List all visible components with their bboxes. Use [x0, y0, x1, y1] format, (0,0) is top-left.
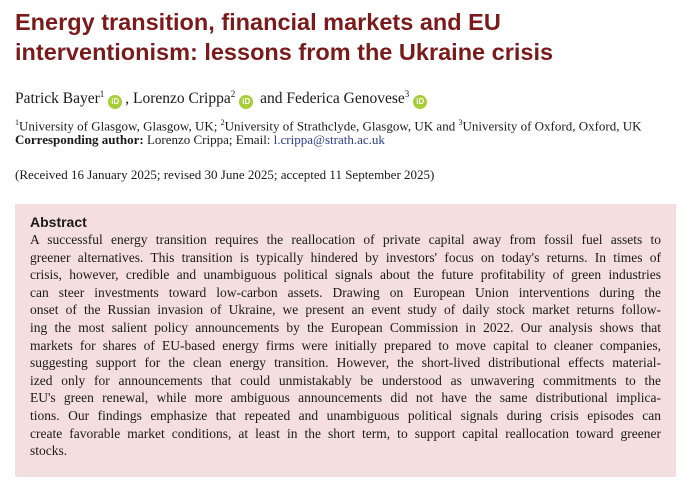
abstract-line: ing the most salient policy announcements by the European Commission in 2022. Our analysis shows that [30, 319, 661, 335]
abstract-line: A successful energy transition requires the reallocation of private capital away from fossil fuel assets to [30, 232, 661, 247]
author-name: Patrick Bayer [15, 90, 100, 108]
abstract-box [15, 204, 676, 477]
abstract-line: suggesting support for the clean energy transition. However, the short-lived distributional effects material- [30, 355, 661, 371]
email-link[interactable]: l.crippa@strath.ac.uk [273, 132, 385, 147]
affiliation-marker: 3 [404, 89, 410, 99]
abstract-line: tions. Our findings emphasize that repeated and unambiguous political signals during crisis episodes can [30, 407, 661, 423]
orcid-icon[interactable]: iD [108, 95, 122, 109]
corresponding-label: Corresponding author: [15, 132, 144, 147]
affiliation-text: University of Strathclyde, Glasgow, UK and [224, 118, 459, 134]
abstract-line: ized only for announcements that could unmistakably be understood as unwavering commitments to the [30, 372, 661, 388]
abstract-line: create favorable market conditions, at least in the short term, to support capital reallocation toward greener [30, 425, 661, 441]
paper-title [15, 7, 675, 67]
orcid-icon[interactable]: iD [239, 95, 253, 109]
affiliation-text: University of Oxford, Oxford, UK [462, 118, 642, 134]
abstract-line: can steer investments toward low-carbon assets. Drawing on European Union interventions during the [30, 284, 661, 300]
corresponding-author [15, 131, 385, 148]
orcid-icon[interactable]: iD [413, 95, 427, 109]
affiliation-marker: 2 [220, 118, 225, 127]
abstract-line: crisis, however, credible and unambiguous political signals about the future profitability of green industries [30, 267, 661, 283]
abstract-line: onset of the Russian invasion of Ukraine, we present an event study of daily stock market returns follow- [30, 302, 661, 318]
affiliation-marker: 3 [458, 118, 463, 127]
abstract-line: EU's green renewal, while more ambiguous announcements did not have the same distributional implica- [30, 390, 661, 406]
author-separator: , [125, 90, 134, 108]
corresponding-text: Lorenzo Crippa; Email: [143, 132, 274, 147]
author-name: Federica Genovese [286, 90, 405, 108]
author-name: Lorenzo Crippa [133, 90, 231, 108]
affiliation-marker: 1 [15, 118, 19, 127]
abstract-line: stocks. [30, 443, 68, 459]
abstract-heading: Abstract [30, 214, 87, 230]
title-line-1: Energy transition, financial markets and EU [15, 9, 501, 35]
affiliation-marker: 2 [230, 89, 236, 99]
abstract-line: markets for shares of EU-based energy firms were initially prepared to move capital to cleaner companies, [30, 337, 661, 353]
author-separator: and [256, 90, 287, 108]
title-line-2: interventionism: lessons from the Ukraine crisis [15, 39, 554, 65]
affiliation-text: University of Glasgow, Glasgow, UK; [19, 118, 221, 134]
author-list [15, 84, 430, 109]
affiliation-marker: 1 [99, 89, 105, 99]
abstract-line: greener alternatives. This transition is typically hindered by investors' focus on today's returns. In times of [30, 249, 661, 265]
received-dates: (Received 16 January 2025; revised 30 June 2025; accepted 11 September 2025) [15, 167, 435, 182]
